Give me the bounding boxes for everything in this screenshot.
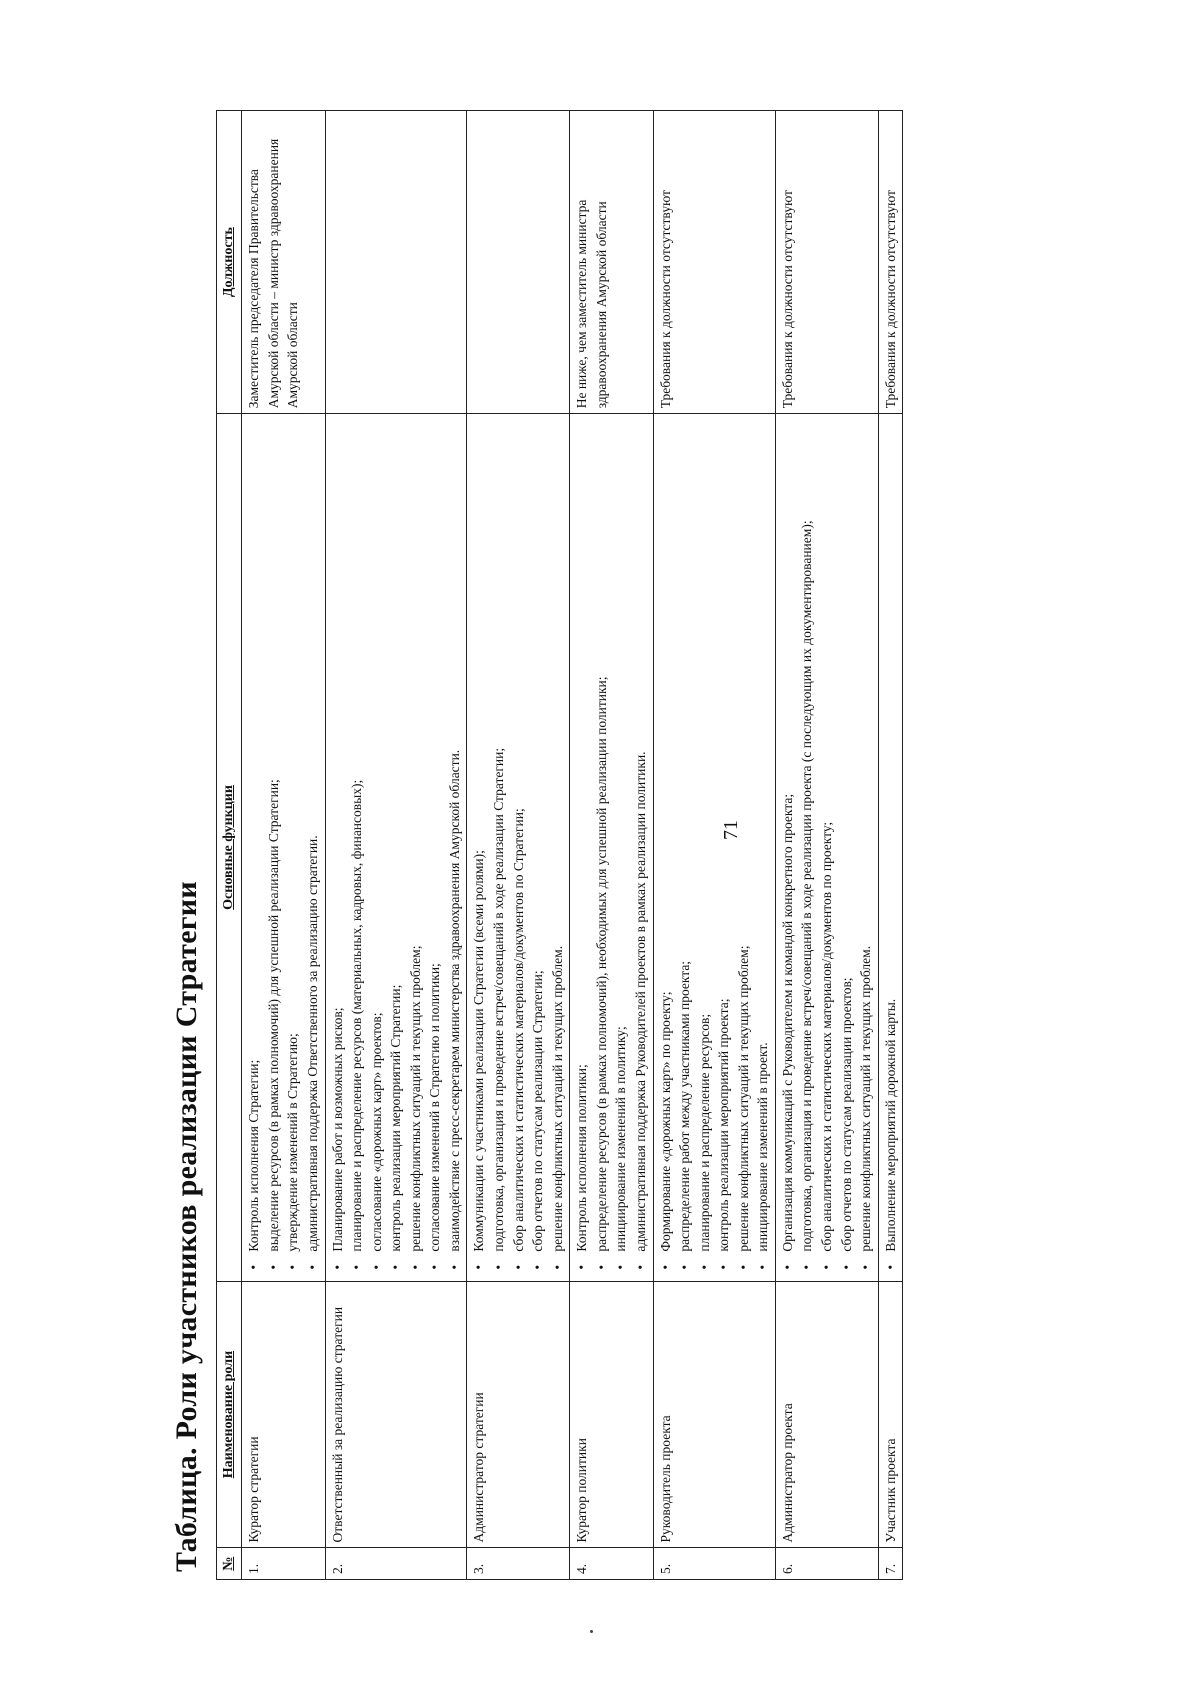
table-row [653,111,775,1580]
header-position: Должность [217,111,242,414]
position-cell: Заместитель председателя Правительства Амурской области – министр здравоохранения Амурской области [242,111,325,414]
function-item: • инициирование изменений в политику; [611,419,631,1275]
function-item: • Выполнение мероприятий дорожной карты. [881,419,901,1275]
role-name: Руководитель проекта [653,1281,775,1548]
function-item: • сбор аналитических и статистических материалов/документов по проекту; [817,419,837,1275]
header-num: № [217,1548,242,1580]
function-item: • контроль реализации мероприятий проекта; [714,419,734,1275]
function-item: • сбор аналитических и статистических материалов/документов по Стратегии; [509,419,529,1275]
functions-list [881,419,901,1275]
role-name: Ответственный за реализацию стратегии [325,1281,467,1548]
role-name: Куратор стратегии [242,1281,325,1548]
function-item: • сбор отчетов по статусам реализации Стратегии; [528,419,548,1275]
functions-list [656,419,773,1275]
row-number: 4. [570,1548,653,1580]
table-row [878,111,903,1580]
header-role: Наименование роли [217,1281,242,1548]
function-item: • контроль реализации мероприятий Стратегии; [386,419,406,1275]
functions-list [244,419,322,1275]
page-number: 71 [720,820,742,840]
row-number: 3. [467,1548,570,1580]
function-item: • Контроль исполнения Стратегии; [244,419,264,1275]
function-item: • решение конфликтных ситуаций и текущих проблем; [734,419,754,1275]
function-item: • административная поддержка Руководителей проектов в рамках реализации политики. [631,419,651,1275]
role-name: Администратор стратегии [467,1281,570,1548]
function-item: • Планирование работ и возможных рисков; [328,419,348,1275]
function-item: • инициирование изменений в проект. [753,419,773,1275]
functions-list [328,419,465,1275]
table-row [325,111,467,1580]
table-row [467,111,570,1580]
functions-cell [242,414,325,1281]
functions-list [778,419,876,1275]
row-number: 6. [775,1548,878,1580]
function-item: • Контроль исполнения политики; [572,419,592,1275]
function-item: • согласование изменений в Стратегию и политики; [425,419,445,1275]
rotated-page-content [170,100,950,1580]
function-item: • взаимодействие с пресс-секретарем министерства здравоохранения Амурской области. [445,419,465,1275]
position-cell: Требования к должности отсутствуют [878,111,903,414]
function-item: • утверждение изменений в Стратегию; [283,419,303,1275]
row-number: 7. [878,1548,903,1580]
table-body [242,111,903,1580]
function-item: • подготовка, организация и проведение встреч/совещаний в ходе реализации Стратегии; [489,419,509,1275]
roles-table [216,110,903,1580]
position-cell: Не ниже, чем заместитель министра здравоохранения Амурской области [570,111,653,414]
functions-cell [467,414,570,1281]
table-row [775,111,878,1580]
table-row [242,111,325,1580]
function-item: • решение конфликтных ситуаций и текущих проблем. [856,419,876,1275]
function-item: • распределение работ между участниками проекта; [675,419,695,1275]
row-number: 2. [325,1548,467,1580]
scan-dot [590,1630,593,1633]
functions-cell [878,414,903,1281]
functions-cell [570,414,653,1281]
role-name: Администратор проекта [775,1281,878,1548]
position-cell [325,111,467,414]
row-number: 5. [653,1548,775,1580]
function-item: • согласование «дорожных карт» проектов; [367,419,387,1275]
position-cell [467,111,570,414]
function-item: • планирование и распределение ресурсов (материальных, кадровых, финансовых); [347,419,367,1275]
table-header-row [217,111,242,1580]
function-item: • сбор отчетов по статусам реализации проектов; [837,419,857,1275]
function-item: • решение конфликтных ситуаций и текущих проблем. [548,419,568,1275]
role-name: Куратор политики [570,1281,653,1548]
header-functions: Основные функции [217,414,242,1281]
function-item: • административная поддержка Ответственного за реализацию стратегии. [303,419,323,1275]
table-title: Таблица. Роли участников реализации Стратегии [170,881,203,1572]
function-item: • планирование и распределение ресурсов; [695,419,715,1275]
function-item: • Формирование «дорожных карт» по проекту; [656,419,676,1275]
functions-cell [325,414,467,1281]
row-number: 1. [242,1548,325,1580]
functions-list [469,419,567,1275]
role-name: Участник проекта [878,1281,903,1548]
functions-list [572,419,650,1275]
function-item: • выделение ресурсов (в рамках полномочий) для успешной реализации Стратегии; [264,419,284,1275]
function-item: • подготовка, организация и проведение встреч/совещаний в ходе реализации проекта (с последующим их документированием); [797,419,817,1275]
position-cell: Требования к должности отсутствуют [775,111,878,414]
functions-cell [653,414,775,1281]
position-cell: Требования к должности отсутствуют [653,111,775,414]
functions-cell [775,414,878,1281]
table-row [570,111,653,1580]
function-item: • распределение ресурсов (в рамках полномочий), необходимых для успешной реализации политики; [592,419,612,1275]
function-item: • Организация коммуникаций с Руководителем и командой конкретного проекта; [778,419,798,1275]
function-item: • Коммуникации с участниками реализации Стратегии (всеми ролями); [469,419,489,1275]
function-item: • решение конфликтных ситуаций и текущих проблем; [406,419,426,1275]
